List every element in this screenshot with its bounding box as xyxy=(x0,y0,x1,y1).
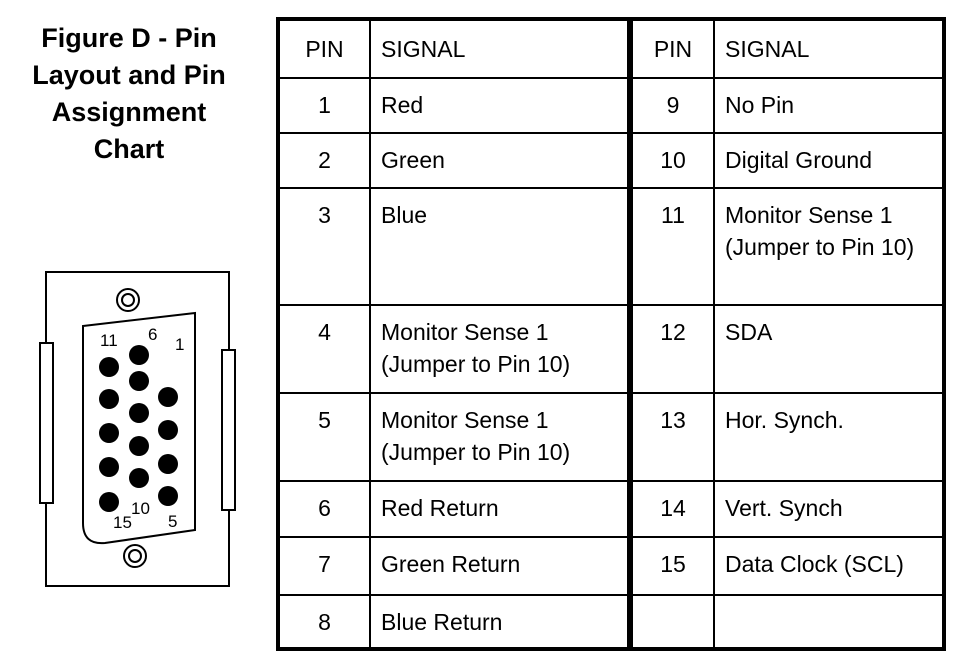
pin-cell: 10 xyxy=(630,133,714,188)
signal-cell: Green Return xyxy=(370,537,630,595)
pin-cell: 11 xyxy=(630,188,714,305)
header-pin-left: PIN xyxy=(278,19,370,78)
header-pin-right: PIN xyxy=(630,19,714,78)
signal-cell: SDA xyxy=(714,305,944,393)
pin-cell xyxy=(630,595,714,649)
pin-label-15: 15 xyxy=(113,513,132,532)
table-row xyxy=(278,595,944,649)
signal-cell xyxy=(714,595,944,649)
table-row xyxy=(278,188,944,305)
signal-cell: Red xyxy=(370,78,630,133)
pin-cell: 15 xyxy=(630,537,714,595)
bottom-screw-icon xyxy=(124,545,146,567)
title-line-2: Layout and Pin xyxy=(32,60,226,90)
signal-cell: Hor. Synch. xyxy=(714,393,944,481)
header-signal-right: SIGNAL xyxy=(714,19,944,78)
header-signal-left: SIGNAL xyxy=(370,19,630,78)
signal-cell: Blue Return xyxy=(370,595,630,649)
pin-cell: 7 xyxy=(278,537,370,595)
pin-cell: 6 xyxy=(278,481,370,537)
signal-cell: Data Clock (SCL) xyxy=(714,537,944,595)
pin-label-5: 5 xyxy=(168,512,178,531)
title-line-1: Figure D - Pin xyxy=(41,23,217,53)
pin-cell: 12 xyxy=(630,305,714,393)
pin-assignment-table xyxy=(276,17,946,651)
title-line-3: Assignment xyxy=(51,97,207,127)
table-row xyxy=(278,305,944,393)
pin-cell: 1 xyxy=(278,78,370,133)
signal-cell: Green xyxy=(370,133,630,188)
signal-cell: Blue xyxy=(370,188,630,305)
pin-cell: 4 xyxy=(278,305,370,393)
signal-cell: Monitor Sense 1 (Jumper to Pin 10) xyxy=(714,188,944,305)
table-header-row xyxy=(278,19,944,78)
table-row xyxy=(278,133,944,188)
pin-label-10: 10 xyxy=(131,499,150,518)
signal-cell: Monitor Sense 1 (Jumper to Pin 10) xyxy=(370,393,630,481)
pin-label-1: 1 xyxy=(175,335,185,354)
figure-title xyxy=(0,20,258,168)
pin-cell: 8 xyxy=(278,595,370,649)
title-line-4: Chart xyxy=(93,134,165,164)
top-screw-icon xyxy=(117,289,139,311)
signal-cell: Vert. Synch xyxy=(714,481,944,537)
table-row xyxy=(278,78,944,133)
signal-cell: No Pin xyxy=(714,78,944,133)
table-row xyxy=(278,393,944,481)
pin-label-6: 6 xyxy=(148,325,158,344)
pin-cell: 14 xyxy=(630,481,714,537)
pin-cell: 9 xyxy=(630,78,714,133)
pin-label-11: 11 xyxy=(100,331,118,350)
signal-cell: Digital Ground xyxy=(714,133,944,188)
left-clip xyxy=(40,343,53,503)
signal-cell: Red Return xyxy=(370,481,630,537)
pin-cell: 2 xyxy=(278,133,370,188)
pin-cell: 13 xyxy=(630,393,714,481)
table-row xyxy=(278,481,944,537)
table-row xyxy=(278,537,944,595)
vga-connector-diagram xyxy=(30,268,250,598)
signal-cell: Monitor Sense 1 (Jumper to Pin 10) xyxy=(370,305,630,393)
right-clip xyxy=(222,350,235,510)
pin-cell: 5 xyxy=(278,393,370,481)
pin-cell: 3 xyxy=(278,188,370,305)
